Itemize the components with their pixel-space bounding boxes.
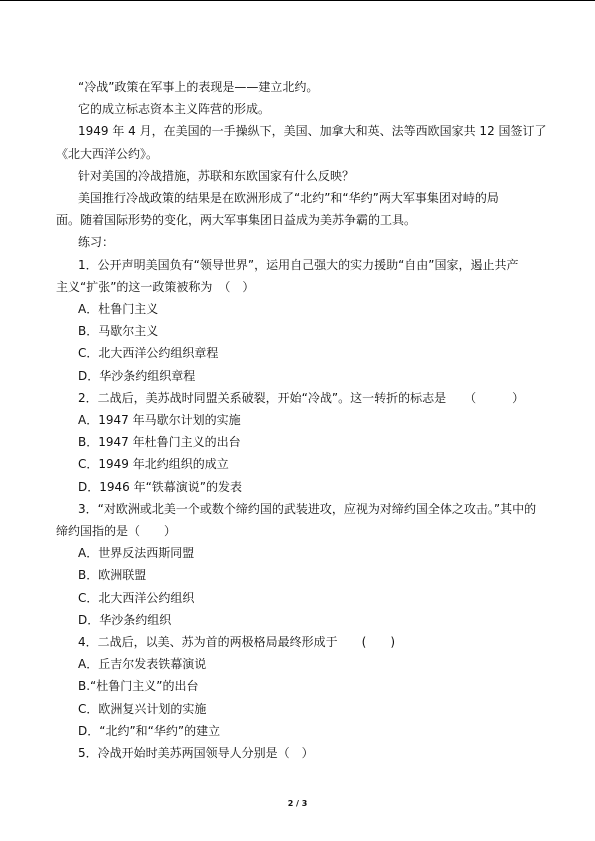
paragraph: 它的成立标志资本主义阵营的形成。: [78, 102, 271, 117]
paragraph: 练习：: [78, 235, 115, 250]
paragraph: D．华沙条约组织章程: [78, 368, 196, 383]
paragraph: D．“北约”和“华约”的建立: [78, 723, 221, 738]
paragraph: 面。随着国际形势的变化，两大军事集团日益成为美苏争霸的工具。: [56, 213, 417, 228]
paragraph: 2．二战后，美苏战时同盟关系破裂，开始“冷战”。这一转折的标志是 （ ）: [78, 390, 525, 405]
paragraph: 针对美国的冷战措施，苏联和东欧国家有什么反映？: [78, 168, 355, 183]
paragraph: A．世界反法西斯同盟: [78, 546, 195, 561]
paragraph: 5．冷战开始时美苏两国领导人分别是（ ）: [78, 746, 314, 761]
paragraph: D．1946 年“铁幕演说”的发表: [78, 479, 243, 494]
paragraph: 《北大西洋公约》。: [56, 146, 159, 161]
page-number: 2 / 3: [287, 799, 308, 808]
paragraph: D．华沙条约组织: [78, 612, 172, 627]
paragraph: A．杜鲁门主义: [78, 302, 159, 317]
paragraph: C．北大西洋公约组织: [78, 590, 195, 605]
paragraph: A．1947 年马歇尔计划的实施: [78, 413, 241, 428]
paragraph: B．欧洲联盟: [78, 568, 147, 583]
paragraph: 主义“扩张”的这一政策被称为 （ ）: [56, 279, 255, 294]
paragraph: B.“杜鲁门主义”的出台: [78, 679, 199, 694]
paragraph: B．1947 年杜鲁门主义的出台: [78, 435, 241, 450]
paragraph: 4．二战后，以美、苏为首的两极格局最终形成于 ( ): [78, 635, 396, 650]
paragraph: 1．公开声明美国负有“领导世界”，运用自己强大的实力援助“自由”国家，遏止共产: [78, 257, 519, 272]
paragraph: B．马歇尔主义: [78, 324, 159, 339]
paragraph: 1949 年 4 月，在美国的一手操纵下，美国、加拿大和英、法等西欧国家共 12 国签订了: [78, 124, 547, 139]
paragraph: C．北大西洋公约组织章程: [78, 346, 219, 361]
paragraph: A．丘吉尔发表铁幕演说: [78, 657, 207, 672]
paragraph: C．欧洲复兴计划的实施: [78, 701, 207, 716]
document-body: [56, 76, 546, 764]
paragraph: 缔约国指的是（ ）: [56, 524, 177, 539]
top-border-line: [0, 0, 595, 1]
paragraph: C．1949 年北约组织的成立: [78, 457, 229, 472]
paragraph: “冷战”政策在军事上的表现是——建立北约。: [78, 80, 319, 94]
paragraph: 美国推行冷战政策的结果是在欧洲形成了“北约”和“华约”两大军事集团对峙的局: [78, 191, 499, 206]
paragraph: 3．“对欧洲或北美一个或数个缔约国的武装进攻，应视为对缔约国全体之攻击。”其中的: [78, 501, 537, 516]
